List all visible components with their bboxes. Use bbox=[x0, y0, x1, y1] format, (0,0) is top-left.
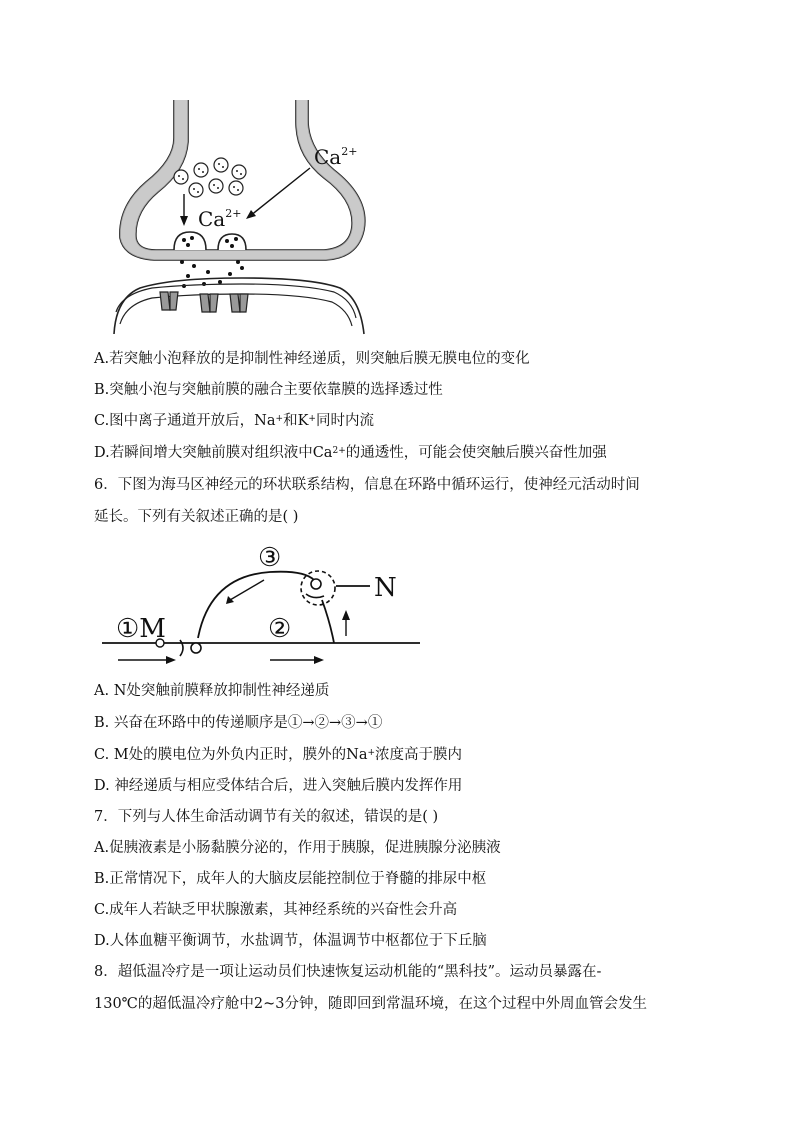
q6-option-a: A. N处突触前膜释放抑制性神经递质 bbox=[94, 683, 330, 699]
svg-text:N: N bbox=[374, 573, 397, 603]
q8-stem-line2: 130℃的超低温冷疗舱中2~3分钟，随即回到常温环境，在这个过程中外周血管会发生 bbox=[94, 996, 647, 1012]
svg-text:①M: ①M bbox=[116, 614, 166, 644]
q5-option-a: A.若突触小泡释放的是抑制性神经递质，则突触后膜无膜电位的变化 bbox=[94, 351, 530, 367]
q5-option-b: B.突触小泡与突触前膜的融合主要依靠膜的选择透过性 bbox=[94, 382, 443, 398]
q7-option-d: D.人体血糖平衡调节，水盐调节，体温调节中枢都位于下丘脑 bbox=[94, 933, 487, 949]
q7-option-b: B.正常情况下，成年人的大脑皮层能控制位于脊髓的排尿中枢 bbox=[94, 871, 487, 887]
q7-option-c: C.成年人若缺乏甲状腺激素，其神经系统的兴奋性会升高 bbox=[94, 902, 458, 918]
svg-text:②: ② bbox=[268, 614, 292, 644]
q5-option-d: D.若瞬间增大突触前膜对组织液中$Ca^{2+}$的通透性，可能会使突触后膜兴奋性加强 bbox=[94, 445, 607, 461]
q6-option-d: D. 神经递质与相应受体结合后，进入突触后膜内发挥作用 bbox=[94, 778, 463, 794]
q6-option-b: B. 兴奋在环路中的传递顺序是①→②→③→① bbox=[94, 715, 383, 731]
synapse-figure bbox=[112, 98, 372, 338]
svg-text:③: ③ bbox=[258, 543, 282, 573]
svg-text:Ca2+: $Ca^{2+}$ bbox=[314, 145, 358, 169]
q6-stem-line1: 6．下图为海马区神经元的环状联系结构，信息在环路中循环运行，使神经元活动时间 bbox=[94, 477, 640, 493]
q6-option-c: C. M处的膜电位为外负内正时，膜外的Na+浓度高于膜内 bbox=[94, 747, 463, 763]
q8-stem-line1: 8．超低温冷疗是一项让运动员们快速恢复运动机能的“黑科技”。运动员暴露在- bbox=[94, 964, 602, 980]
svg-text:Ca2+: $Ca^{2+}$ bbox=[198, 207, 242, 231]
q5-option-c: C.图中离子通道开放后，Na+和K+同时内流 bbox=[94, 413, 374, 429]
ion-channels bbox=[160, 292, 248, 312]
q6-stem-line2: 延长。下列有关叙述正确的是( ) bbox=[94, 509, 299, 525]
q7-stem: 7．下列与人体生命活动调节有关的叙述，错误的是( ) bbox=[94, 809, 439, 825]
q7-option-a: A.促胰液素是小肠黏膜分泌的，作用于胰腺，促进胰腺分泌胰液 bbox=[94, 840, 501, 856]
synaptic-vesicles bbox=[174, 158, 246, 197]
loop-circuit-figure bbox=[100, 536, 430, 668]
